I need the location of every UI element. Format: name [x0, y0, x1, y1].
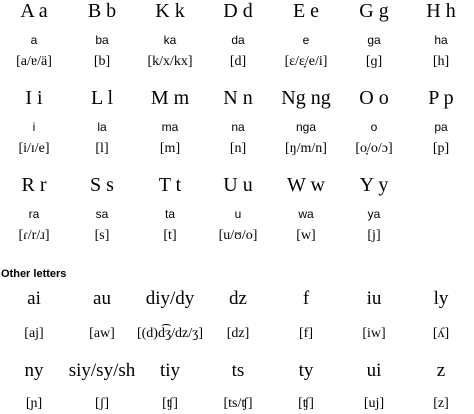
letter-name: u: [234, 207, 242, 221]
letter-name: da: [231, 33, 245, 47]
letter-name: ma: [161, 120, 179, 134]
letter-ipa: [ɛ/ɛ̞/e/i]: [284, 54, 328, 69]
letter-glyph: K k: [155, 0, 185, 22]
letter-glyph: R r: [21, 174, 47, 196]
letter-glyph: Ng ng: [281, 87, 331, 109]
other-glyph: ly: [433, 288, 449, 309]
letter-ipa: [p]: [432, 141, 450, 156]
letter-glyph: Y y: [359, 174, 389, 196]
other-ipa: [ʃ]: [95, 396, 109, 411]
letter-name: ka: [163, 33, 177, 47]
letter-name: sa: [95, 207, 109, 221]
letter-ipa: [u/ʊ/o]: [218, 228, 258, 243]
letter-glyph: N n: [223, 87, 253, 109]
letter-name: a: [30, 33, 38, 47]
letter-glyph: B b: [87, 0, 117, 22]
other-ipa: [aj]: [24, 326, 44, 341]
other-ipa: [ʎ]: [432, 326, 450, 341]
other-ipa: [ʧ]: [162, 396, 178, 411]
letter-glyph: H h: [426, 0, 456, 22]
letter-name: pa: [434, 120, 448, 134]
other-ipa: [uj]: [363, 396, 385, 411]
letter-ipa: [k/x/kx]: [147, 54, 193, 69]
letter-ipa: [b]: [93, 54, 111, 69]
other-glyph: au: [93, 288, 111, 309]
other-glyph: dz: [229, 288, 247, 309]
letter-ipa: [j]: [367, 228, 381, 243]
other-glyph: tiy: [159, 360, 181, 381]
letter-glyph: U u: [223, 174, 253, 196]
other-letters-heading: Other letters: [1, 268, 67, 280]
letter-name: ya: [367, 207, 381, 221]
letter-name: i: [32, 120, 36, 134]
other-ipa: [ts/ʧ]: [223, 396, 253, 411]
letter-glyph: E e: [292, 0, 320, 22]
other-glyph: iu: [366, 288, 382, 309]
letter-ipa: [i/ɪ/e]: [18, 141, 50, 156]
letter-ipa: [w]: [296, 228, 316, 243]
other-ipa: [dz]: [226, 326, 250, 341]
letter-ipa: [n]: [229, 141, 247, 156]
other-glyph: siy/sy/sh: [68, 360, 136, 381]
letter-name: e: [302, 33, 310, 47]
letter-ipa: [h]: [432, 54, 450, 69]
letter-ipa: [t]: [163, 228, 177, 243]
letter-name: na: [231, 120, 245, 134]
letter-glyph: A a: [20, 0, 48, 22]
letter-name: ba: [95, 33, 109, 47]
letter-name: la: [97, 120, 107, 134]
letter-ipa: [l]: [95, 141, 109, 156]
other-ipa: [(d)d͡ʒ/dz/ʒ]: [136, 326, 204, 341]
other-glyph: ts: [231, 360, 245, 381]
letter-name: ga: [367, 33, 381, 47]
other-glyph: f: [302, 288, 310, 309]
other-ipa: [aw]: [89, 326, 115, 341]
letter-ipa: [s]: [94, 228, 110, 243]
letter-glyph: I i: [25, 87, 43, 109]
letter-ipa: [ŋ/m/n]: [285, 141, 327, 156]
letter-glyph: P p: [428, 87, 454, 109]
letter-ipa: [d]: [229, 54, 247, 69]
other-glyph: z: [436, 360, 446, 381]
other-glyph: ny: [24, 360, 44, 381]
other-glyph: ty: [298, 360, 314, 381]
letter-ipa: [a/ɐ/ä]: [16, 54, 52, 69]
letter-glyph: S s: [90, 174, 114, 196]
letter-name: o: [370, 120, 378, 134]
letter-glyph: L l: [90, 87, 114, 109]
letter-glyph: D d: [223, 0, 253, 22]
letter-name: nga: [295, 120, 317, 134]
letter-glyph: O o: [359, 87, 389, 109]
other-ipa: [ʧ]: [298, 396, 314, 411]
other-ipa: [iw]: [362, 326, 386, 341]
letter-glyph: G g: [359, 0, 389, 22]
other-glyph: ui: [366, 360, 382, 381]
letter-ipa: [m]: [159, 141, 181, 156]
other-ipa: [f]: [299, 326, 313, 341]
other-ipa: [z]: [433, 396, 449, 411]
letter-name: ra: [28, 207, 40, 221]
letter-name: ha: [434, 33, 448, 47]
letter-name: ta: [164, 207, 175, 221]
letter-glyph: W w: [287, 174, 325, 196]
letter-glyph: M m: [150, 87, 190, 109]
letter-ipa: [ɾ/r/ɹ]: [18, 228, 50, 243]
other-glyph: ai: [27, 288, 41, 309]
other-ipa: [ɲ]: [25, 396, 43, 411]
letter-ipa: [ɡ]: [365, 54, 383, 69]
letter-name: wa: [298, 207, 314, 221]
letter-glyph: T t: [158, 174, 182, 196]
letter-ipa: [o̞/o/ɔ]: [355, 141, 393, 156]
other-glyph: diy/dy: [145, 288, 195, 309]
